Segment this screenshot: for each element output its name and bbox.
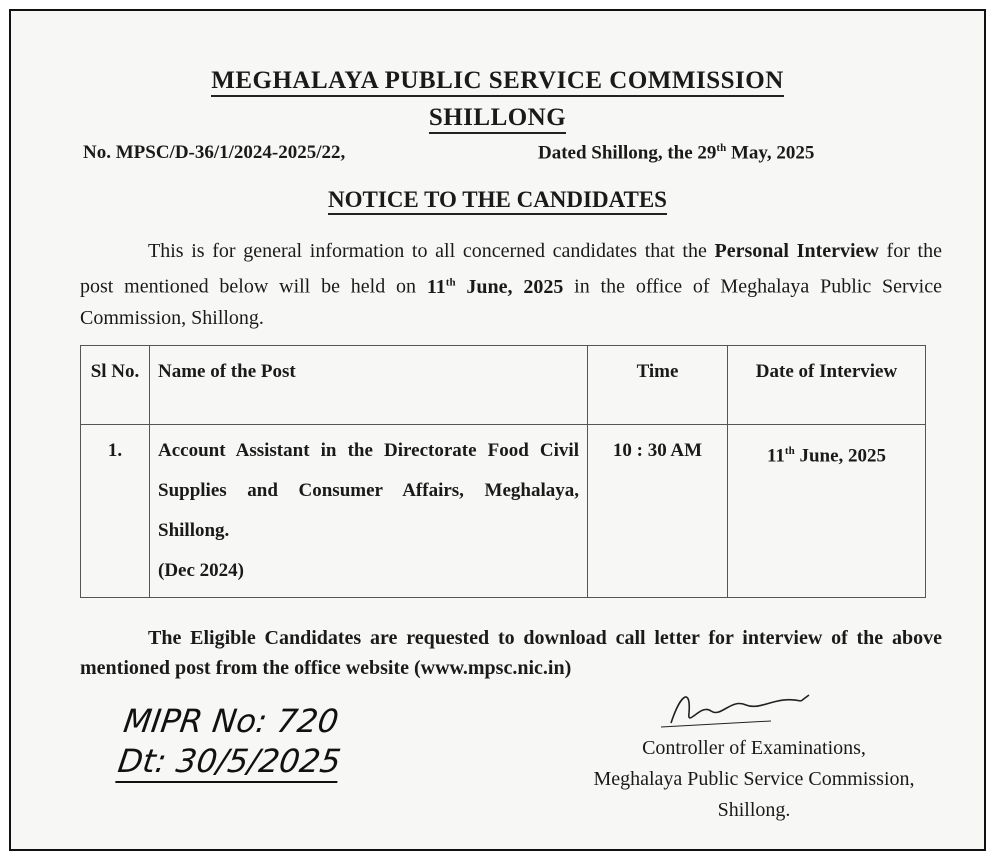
header-time: Time xyxy=(588,346,728,425)
reference-number: No. MPSC/D-36/1/2024-2025/22, xyxy=(83,142,346,163)
signatory-city: Shillong. xyxy=(717,799,791,821)
header-post: Name of the Post xyxy=(150,346,588,425)
notice-document xyxy=(9,9,986,851)
signatory-title: Controller of Examinations, xyxy=(642,737,866,759)
organization-heading: MEGHALAYA PUBLIC SERVICE COMMISSION xyxy=(11,67,984,95)
handwritten-line-1: MIPR No: 720 xyxy=(121,702,341,740)
cell-time: 10 : 30 AM xyxy=(588,425,728,598)
intro-paragraph: This is for general information to all concerned candidates that the Personal Interview for the post mentioned below will be held on 11th June, 2025 in the office of Meghalaya Public Service Commission, Shillong. xyxy=(80,240,942,329)
signatory-org: Meghalaya Public Service Commission, xyxy=(593,768,915,790)
cell-date: 11th June, 2025 xyxy=(728,425,926,598)
signature-icon xyxy=(651,683,821,733)
table-row xyxy=(81,425,926,598)
table-header-row xyxy=(81,346,926,425)
interview-table xyxy=(80,345,926,598)
handwritten-line-2: Dt: 30/5/2025 xyxy=(115,741,343,783)
header-sl: Sl No. xyxy=(81,346,150,425)
closing-paragraph: The Eligible Candidates are requested to download call letter for interview of the above mentioned post from the office website (www.mpsc.nic.in) xyxy=(80,627,942,679)
cell-post xyxy=(150,425,588,598)
cell-sl: 1. xyxy=(81,425,150,598)
header-date: Date of Interview xyxy=(728,346,926,425)
post-note: (Dec 2024) xyxy=(158,560,244,581)
date-line: Dated Shillong, the 29th May, 2025 xyxy=(538,142,815,164)
signatory-block xyxy=(559,733,949,826)
post-name: Account Assistant in the Directorate Food Civil Supplies and Consumer Affairs, Meghalaya, Shillong. xyxy=(158,440,579,541)
handwritten-annotation xyxy=(115,701,349,783)
city-heading: SHILLONG xyxy=(11,104,984,132)
notice-title: NOTICE TO THE CANDIDATES xyxy=(11,187,984,213)
